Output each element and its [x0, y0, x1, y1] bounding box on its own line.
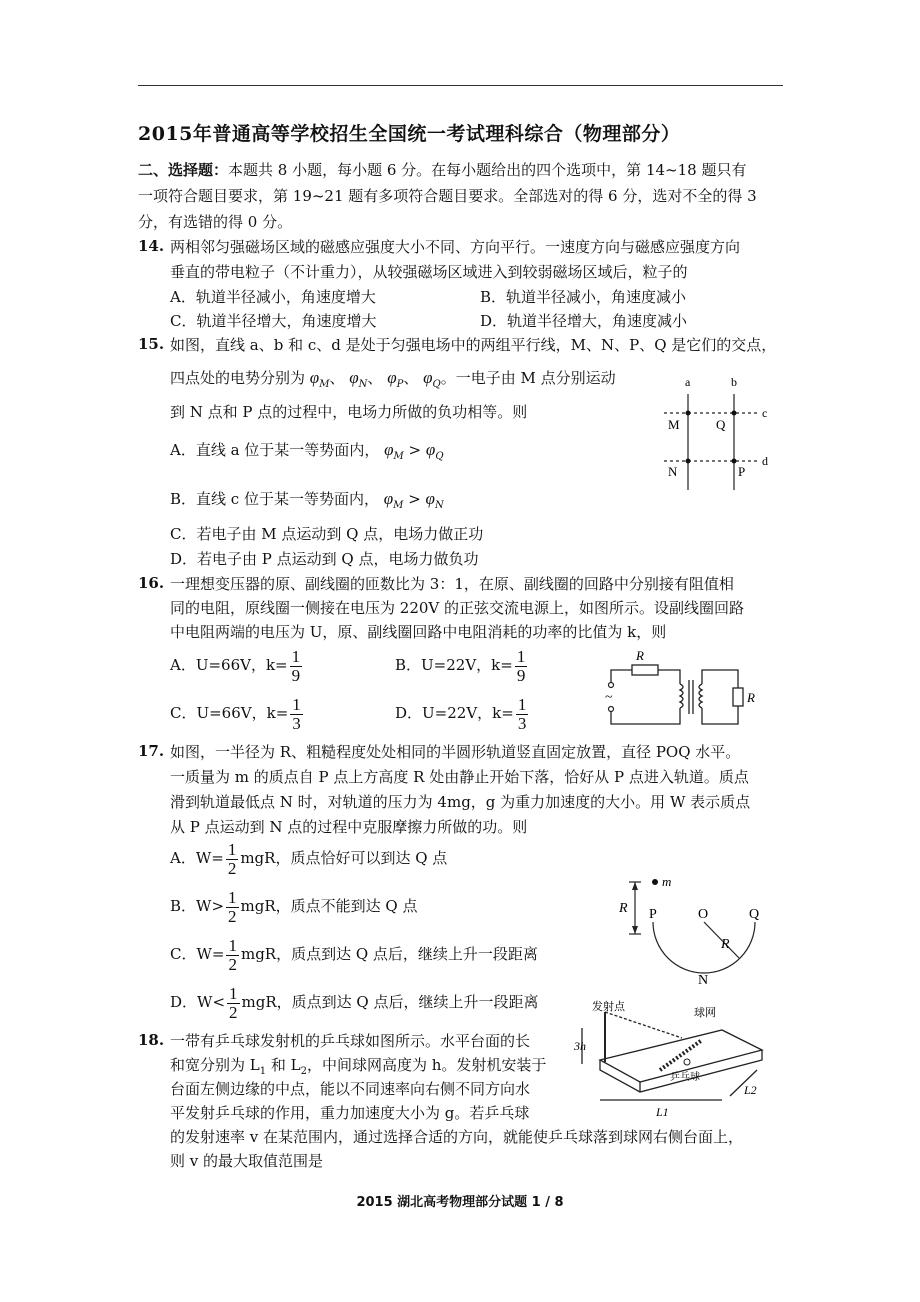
- q14-stem-1: 两相邻匀强磁场区域的磁感应强度大小不同、方向平行。一速度方向与磁感应强度方向: [170, 238, 741, 256]
- point-n: [686, 459, 691, 464]
- label-net: 球网: [694, 1007, 716, 1019]
- q14-option-b: B．轨道半径减小，角速度减小: [480, 288, 687, 306]
- label-r-height: R: [619, 901, 628, 916]
- q18-number: 18.: [138, 1031, 165, 1049]
- secondary-resistor: [733, 688, 743, 706]
- q16-stem-2: 同的电阻，原线圈一侧接在电压为 220V 的正弦交流电源上，如图所示。设副线圈回路: [170, 599, 745, 617]
- q18-stem-3: 台面左侧边缘的中点，能以不同速率向右侧不同方向水: [170, 1080, 531, 1098]
- label-b: b: [731, 375, 737, 389]
- point-q: [732, 411, 737, 416]
- label-d: d: [762, 454, 768, 468]
- q15-option-a: A．直线 a 位于某一等势面内， $\varphi_M > \varphi_Q$: [170, 440, 444, 462]
- intro-heading: 二、选择题：: [138, 161, 229, 179]
- label-r2: R: [747, 690, 755, 705]
- q17-stem-2: 一质量为 m 的质点自 P 点上方高度 R 处由静止开始下落，恰好从 P 点进入轨道。质点: [170, 768, 749, 786]
- label-P: P: [738, 464, 746, 479]
- q14-number: 14.: [138, 237, 165, 255]
- q18-stem-1: 一带有乒乓球发射机的乒乓球如图所示。水平台面的长: [170, 1032, 531, 1050]
- q18-stem-4: 平发射乒乓球的作用，重力加速度大小为 g。若乒乓球: [170, 1104, 530, 1122]
- net: [660, 1040, 702, 1070]
- label-M: M: [668, 417, 680, 432]
- q15-stem-2: 四点处的电势分别为 $\varphi_M$、 $\varphi_N$、 $\varphi_P$、 $\varphi_Q$。一电子由 M 点分别运动: [170, 368, 616, 390]
- q16-option-c: C．U=66V，k= $\frac{1}{3}$: [170, 694, 301, 733]
- primary-resistor: [632, 665, 658, 675]
- intro-line-1: 二、选择题：本题共 8 小题，每小题 6 分。在每小题给出的四个选项中，第 14~18 题只有: [138, 161, 747, 179]
- label-p: P: [649, 907, 657, 922]
- q16-number: 16.: [138, 574, 165, 592]
- q18-table-figure: [572, 1000, 777, 1125]
- page-title: 2015年普通高等学校招生全国统一考试理科综合（物理部分）: [138, 123, 681, 145]
- secondary-coil: [699, 684, 702, 708]
- ac-source-symbol: ~: [605, 690, 613, 705]
- intro-line-2: 一项符合题目要求，第 19~21 题有多项符合题目要求。全部选对的得 6 分，选对不全的得 3: [138, 187, 757, 205]
- label-N: N: [668, 464, 678, 479]
- q15-stem-3: 到 N 点和 P 点的过程中，电场力所做的负功相等。则: [170, 403, 528, 421]
- ball: [684, 1059, 690, 1065]
- header-rule: [138, 85, 783, 86]
- q17-semicircle-figure: [615, 870, 785, 1000]
- q18-stem-5: 的发射速率 v 在某范围内，通过选择合适的方向，就能使乒乓球落到球网右侧台面上，: [170, 1128, 744, 1146]
- label-o: O: [698, 907, 709, 922]
- q16-stem-1: 一理想变压器的原、副线圈的匝数比为 3：1，在原、副线圈的回路中分别接有阻值相: [170, 575, 734, 593]
- label-ball: 乒乓球: [670, 1072, 700, 1083]
- terminal-top: [609, 683, 614, 688]
- label-q: Q: [749, 907, 760, 922]
- q14-option-c: C．轨道半径增大，角速度增大: [170, 312, 377, 330]
- label-3h: 3h: [574, 1039, 586, 1053]
- primary-coil: [680, 684, 683, 708]
- q15-stem-1: 如图，直线 a、b 和 c、d 是处于匀强电场中的两组平行线，M、N、P、Q 是它们的交点，: [170, 336, 777, 354]
- semicircle-track: [653, 922, 755, 973]
- terminal-bottom: [609, 707, 614, 712]
- mass-point: [652, 879, 658, 885]
- q16-option-a: A．U=66V，k= $\frac{1}{9}$: [170, 646, 301, 685]
- q15-option-b: B．直线 c 位于某一等势面内， $\varphi_M > \varphi_N$: [170, 489, 444, 511]
- point-p: [732, 459, 737, 464]
- intro-line-3: 分，有选错的得 0 分。: [138, 213, 293, 231]
- label-Q: Q: [716, 417, 726, 432]
- q14-option-a: A．轨道半径减小，角速度增大: [170, 288, 376, 306]
- q17-stem-3: 滑到轨道最低点 N 时，对轨道的压力为 4mg，g 为重力加速度的大小。用 W 表示质点: [170, 793, 751, 811]
- q15-grid-figure: [660, 372, 772, 497]
- q16-stem-3: 中电阻两端的电压为 U，原、副线圈回路中电阻消耗的功率的比值为 k，则: [170, 623, 667, 641]
- q18-stem-2: 和宽分别为 $L_1$ 和 $L_2$，中间球网高度为 h。发射机安装于: [170, 1056, 547, 1077]
- q14-stem-2: 垂直的带电粒子（不计重力），从较强磁场区域进入到较弱磁场区域后，粒子的: [170, 263, 688, 281]
- q16-transformer-figure: [596, 648, 761, 738]
- q17-option-c: C．W= $\frac{1}{2}$ mgR，质点到达 Q 点后，继续上升一段距离: [170, 935, 538, 974]
- q14-option-d: D．轨道半径增大，角速度减小: [480, 312, 688, 330]
- q18-stem-6: 则 v 的最大取值范围是: [170, 1152, 324, 1170]
- label-n: N: [698, 973, 709, 988]
- q15-number: 15.: [138, 335, 165, 353]
- q16-option-b: B．U=22V，k= $\frac{1}{9}$: [395, 646, 526, 685]
- page-footer: 2015 湖北高考物理部分试题 1 / 8: [356, 1195, 564, 1210]
- label-a: a: [685, 375, 691, 389]
- label-r1: R: [636, 648, 644, 663]
- q16-option-d: D．U=22V，k= $\frac{1}{3}$: [395, 694, 527, 733]
- label-m: m: [662, 874, 672, 889]
- q15-option-d: D．若电子由 P 点运动到 Q 点，电场力做负功: [170, 550, 479, 568]
- label-l1: L1: [656, 1105, 669, 1119]
- q17-option-d: D．W< $\frac{1}{2}$ mgR，质点到达 Q 点后，继续上升一段距离: [170, 983, 539, 1022]
- label-l2: L2: [744, 1083, 757, 1097]
- label-launcher: 发射点: [592, 1001, 625, 1013]
- q17-option-a: A．W= $\frac{1}{2}$ mgR，质点恰好可以到达 Q 点: [170, 839, 448, 878]
- q17-number: 17.: [138, 742, 165, 760]
- q17-stem-4: 从 P 点运动到 N 点的过程中克服摩擦力所做的功。则: [170, 818, 528, 836]
- label-c: c: [762, 406, 768, 420]
- q17-stem-1: 如图，一半径为 R、粗糙程度处处相同的半圆形轨道竖直固定放置，直径 POQ 水平。: [170, 743, 741, 761]
- q17-option-b: B．W> $\frac{1}{2}$ mgR，质点不能到达 Q 点: [170, 887, 418, 926]
- q15-option-c: C．若电子由 M 点运动到 Q 点，电场力做正功: [170, 525, 484, 543]
- point-m: [686, 411, 691, 416]
- label-r-radius: R: [721, 937, 730, 952]
